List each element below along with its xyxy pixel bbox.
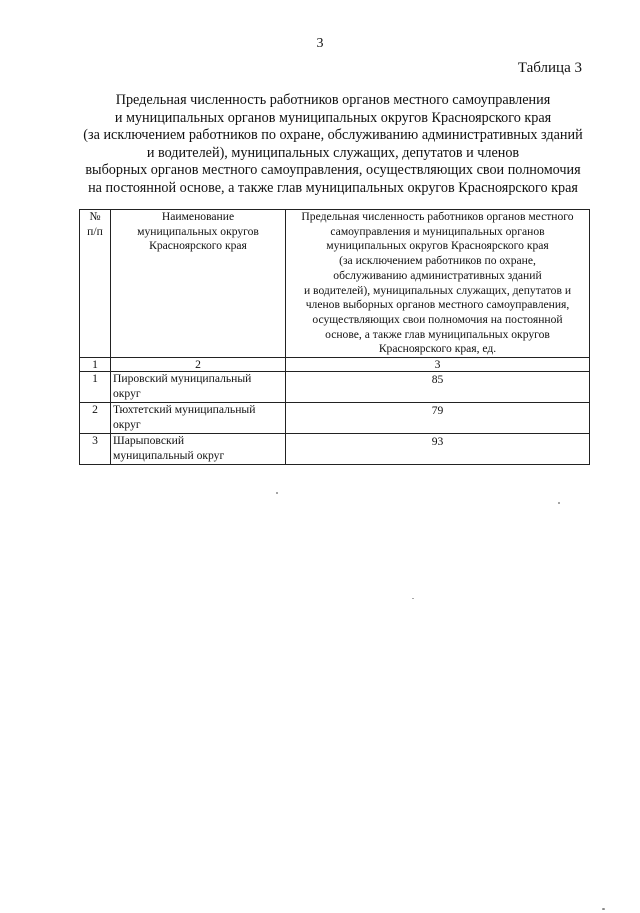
title-line: выборных органов местного самоуправления, осуществляющих свои полномочия xyxy=(85,162,581,179)
header-name-line: Наименование xyxy=(161,210,235,223)
row-value: 93 xyxy=(286,434,590,465)
table-row xyxy=(80,372,590,403)
scan-speck xyxy=(602,908,605,910)
header-value-line: обслуживанию административных зданий xyxy=(333,268,542,282)
header-name-line: муниципальных округов xyxy=(137,224,259,238)
header-value-line: осуществляющих свои полномочия на постоянной xyxy=(312,312,563,326)
table-row xyxy=(80,434,590,465)
column-index: 3 xyxy=(286,358,590,372)
header-value-line: муниципальных округов Красноярского края xyxy=(326,239,549,253)
row-num: 3 xyxy=(80,434,111,465)
row-value: 79 xyxy=(286,403,590,434)
title-line: (за исключением работников по охране, обслуживанию административных зданий xyxy=(83,127,583,144)
title-line: и водителей), муниципальных служащих, депутатов и членов xyxy=(146,144,520,161)
header-name xyxy=(111,210,286,358)
row-name-line: Тюхтетский муниципальный xyxy=(113,403,256,417)
row-num: 1 xyxy=(80,372,111,403)
title-line: Предельная численность работников органов местного самоуправления xyxy=(115,92,551,108)
header-value-line: (за исключением работников по охране, xyxy=(339,254,536,268)
header-num-line: п/п xyxy=(87,224,103,238)
row-name-line: Шарыповский xyxy=(113,434,185,448)
scan-speck xyxy=(276,492,278,494)
header-value-line: и водителей), муниципальных служащих, депутатов и xyxy=(303,283,572,297)
row-name-line: округ xyxy=(113,417,141,431)
header-value xyxy=(286,210,590,358)
row-value: 85 xyxy=(286,372,590,403)
row-name xyxy=(111,434,286,465)
header-name-line: Красноярского края xyxy=(149,239,247,253)
row-name-line: муниципальный округ xyxy=(113,448,225,462)
table-row xyxy=(80,403,590,434)
data-table xyxy=(79,209,590,465)
column-index: 1 xyxy=(80,358,111,372)
document-title xyxy=(60,92,606,198)
row-name-line: округ xyxy=(113,386,141,400)
row-name xyxy=(111,403,286,434)
row-num: 2 xyxy=(80,403,111,434)
column-index: 2 xyxy=(111,358,286,372)
table-label: Таблица 3 xyxy=(517,60,582,76)
page-number: 3 xyxy=(316,36,324,51)
scan-speck xyxy=(558,502,560,504)
header-value-line: членов выборных органов местного самоуправления, xyxy=(305,298,570,312)
title-line: на постоянной основе, а также глав муниципальных округов Красноярского края xyxy=(88,179,578,196)
table-header-row xyxy=(80,210,590,358)
row-name xyxy=(111,372,286,403)
title-line: и муниципальных органов муниципальных округов Красноярского края xyxy=(114,109,552,126)
header-num-line: № xyxy=(89,210,101,223)
header-value-line: Красноярского края, ед. xyxy=(378,342,497,356)
header-value-line: самоуправления и муниципальных органов xyxy=(330,224,545,238)
header-value-line: основе, а также глав муниципальных округов xyxy=(325,327,550,341)
header-num xyxy=(80,210,111,358)
row-name-line: Пировский муниципальный xyxy=(113,372,252,386)
scan-speck xyxy=(412,598,414,599)
header-value-line: Предельная численность работников органов местного xyxy=(301,210,574,223)
column-index-row xyxy=(80,358,590,372)
